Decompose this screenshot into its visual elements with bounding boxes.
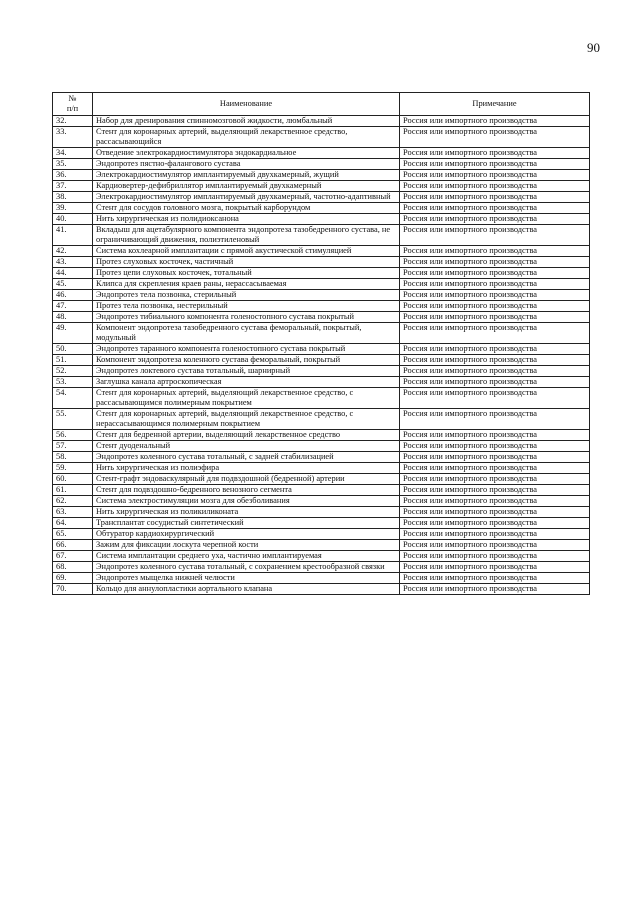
row-note: Россия или импортного производства: [400, 463, 590, 474]
row-name: Вкладыш для ацетабулярного компонента эндопротеза тазобедренного сустава, не ограничивающий движения, полиэтиленовый: [93, 225, 400, 246]
row-name: Компонент эндопротеза тазобедренного сустава феморальный, покрытый, модульный: [93, 323, 400, 344]
row-note: Россия или импортного производства: [400, 181, 590, 192]
row-note: Россия или импортного производства: [400, 540, 590, 551]
row-note: Россия или импортного производства: [400, 496, 590, 507]
row-number: 57.: [53, 441, 93, 452]
row-name: Электрокардиостимулятор имплантируемый двухкамерный, частотно-адаптивный: [93, 192, 400, 203]
row-note: Россия или импортного производства: [400, 584, 590, 595]
row-number: 44.: [53, 268, 93, 279]
row-note: Россия или импортного производства: [400, 203, 590, 214]
row-name: Стент для подвздошно-бедренного венозного сегмента: [93, 485, 400, 496]
row-note: Россия или импортного производства: [400, 148, 590, 159]
row-note: Россия или импортного производства: [400, 257, 590, 268]
row-note: Россия или импортного производства: [400, 452, 590, 463]
row-note: Россия или импортного производства: [400, 529, 590, 540]
table-row: [53, 584, 590, 595]
row-number: 66.: [53, 540, 93, 551]
table-row: [53, 529, 590, 540]
row-name: Стент-графт эндоваскулярный для подвздошной (бедренной) артерии: [93, 474, 400, 485]
table-row: [53, 518, 590, 529]
row-number: 43.: [53, 257, 93, 268]
row-note: Россия или импортного производства: [400, 366, 590, 377]
table-row: [53, 430, 590, 441]
row-number: 41.: [53, 225, 93, 246]
table-row: [53, 366, 590, 377]
row-number: 59.: [53, 463, 93, 474]
row-number: 50.: [53, 344, 93, 355]
row-note: Россия или импортного производства: [400, 312, 590, 323]
row-name: Трансплантат сосудистый синтетический: [93, 518, 400, 529]
row-note: Россия или импортного производства: [400, 573, 590, 584]
table-row: [53, 463, 590, 474]
row-note: Россия или импортного производства: [400, 225, 590, 246]
table-row: [53, 540, 590, 551]
row-note: Россия или импортного производства: [400, 290, 590, 301]
row-name: Протез цепи слуховых косточек, тотальный: [93, 268, 400, 279]
row-number: 35.: [53, 159, 93, 170]
row-note: Россия или импортного производства: [400, 409, 590, 430]
row-name: Клипса для скрепления краев раны, нерассасываемая: [93, 279, 400, 290]
row-note: Россия или импортного производства: [400, 116, 590, 127]
row-name: Стент для коронарных артерий, выделяющий лекарственное средство, с нерассасывающимся полимерным покрытием: [93, 409, 400, 430]
row-number: 34.: [53, 148, 93, 159]
table-row: [53, 127, 590, 148]
table-row: [53, 507, 590, 518]
row-name: Система кохлеарной имплантации с прямой акустической стимуляцией: [93, 246, 400, 257]
table-row: [53, 116, 590, 127]
row-name: Отведение электрокардиостимулятора эндокардиальное: [93, 148, 400, 159]
row-note: Россия или импортного производства: [400, 562, 590, 573]
row-number: 69.: [53, 573, 93, 584]
table-row: [53, 452, 590, 463]
row-number: 70.: [53, 584, 93, 595]
table-row: [53, 496, 590, 507]
table-row: [53, 148, 590, 159]
row-number: 64.: [53, 518, 93, 529]
row-name: Эндопротез тела позвонка, стерильный: [93, 290, 400, 301]
row-note: Россия или импортного производства: [400, 323, 590, 344]
row-note: Россия или импортного производства: [400, 441, 590, 452]
row-note: Россия или импортного производства: [400, 192, 590, 203]
row-number: 61.: [53, 485, 93, 496]
header-number: № п/п: [53, 93, 93, 116]
row-name: Эндопротез таранного компонента голеностопного сустава покрытый: [93, 344, 400, 355]
row-number: 48.: [53, 312, 93, 323]
table-row: [53, 279, 590, 290]
page-number: 90: [587, 40, 600, 55]
row-name: Нить хирургическая из поликиликоната: [93, 507, 400, 518]
items-table: [52, 92, 590, 595]
row-note: Россия или импортного производства: [400, 388, 590, 409]
row-name: Набор для дренирования спинномозговой жидкости, люмбальный: [93, 116, 400, 127]
row-number: 60.: [53, 474, 93, 485]
table-row: [53, 344, 590, 355]
table-row: [53, 409, 590, 430]
row-number: 51.: [53, 355, 93, 366]
row-name: Протез слуховых косточек, частичный: [93, 257, 400, 268]
row-number: 46.: [53, 290, 93, 301]
row-name: Протез тела позвонка, нестерильный: [93, 301, 400, 312]
row-name: Компонент эндопротеза коленного сустава феморальный, покрытый: [93, 355, 400, 366]
row-number: 65.: [53, 529, 93, 540]
row-name: Эндопротез пястно-фалангового сустава: [93, 159, 400, 170]
row-name: Система электростимуляции мозга для обезболивания: [93, 496, 400, 507]
row-name: Эндопротез локтевого сустава тотальный, шарнирный: [93, 366, 400, 377]
row-note: Россия или импортного производства: [400, 355, 590, 366]
table-row: [53, 246, 590, 257]
row-number: 42.: [53, 246, 93, 257]
row-note: Россия или импортного производства: [400, 301, 590, 312]
row-number: 62.: [53, 496, 93, 507]
row-number: 47.: [53, 301, 93, 312]
row-name: Стент для коронарных артерий, выделяющий лекарственное средство, рассасывающийся: [93, 127, 400, 148]
row-note: Россия или импортного производства: [400, 430, 590, 441]
row-name: Кардиовертер-дефибриллятор имплантируемый двухкамерный: [93, 181, 400, 192]
row-note: Россия или импортного производства: [400, 246, 590, 257]
row-note: Россия или импортного производства: [400, 127, 590, 148]
table-row: [53, 257, 590, 268]
row-number: 56.: [53, 430, 93, 441]
row-number: 52.: [53, 366, 93, 377]
table-row: [53, 214, 590, 225]
table-row: [53, 225, 590, 246]
table-row: [53, 388, 590, 409]
row-name: Эндопротез тибиального компонента голеностопного сустава покрытый: [93, 312, 400, 323]
row-number: 38.: [53, 192, 93, 203]
row-note: Россия или импортного производства: [400, 279, 590, 290]
row-name: Нить хирургическая из полидиоксанона: [93, 214, 400, 225]
row-number: 63.: [53, 507, 93, 518]
table-row: [53, 159, 590, 170]
table-row: [53, 170, 590, 181]
row-number: 39.: [53, 203, 93, 214]
row-number: 40.: [53, 214, 93, 225]
table-row: [53, 301, 590, 312]
row-number: 55.: [53, 409, 93, 430]
table-row: [53, 181, 590, 192]
row-number: 58.: [53, 452, 93, 463]
table-row: [53, 355, 590, 366]
table-row: [53, 485, 590, 496]
row-name: Стент дуоденальный: [93, 441, 400, 452]
row-name: Эндопротез коленного сустава тотальный, с задней стабилизацией: [93, 452, 400, 463]
row-note: Россия или импортного производства: [400, 518, 590, 529]
table-row: [53, 562, 590, 573]
table-row: [53, 268, 590, 279]
row-note: Россия или импортного производства: [400, 268, 590, 279]
row-number: 54.: [53, 388, 93, 409]
row-number: 45.: [53, 279, 93, 290]
table-row: [53, 551, 590, 562]
table-row: [53, 474, 590, 485]
table-row: [53, 377, 590, 388]
row-name: Эндопротез коленного сустава тотальный, с сохранением крестообразной связки: [93, 562, 400, 573]
row-name: Стент для сосудов головного мозга, покрытый карборундом: [93, 203, 400, 214]
row-number: 37.: [53, 181, 93, 192]
row-number: 53.: [53, 377, 93, 388]
row-number: 36.: [53, 170, 93, 181]
header-note: Примечание: [400, 93, 590, 116]
row-note: Россия или импортного производства: [400, 474, 590, 485]
table-header-row: [53, 93, 590, 116]
row-name: Нить хирургическая из полиэфира: [93, 463, 400, 474]
row-note: Россия или импортного производства: [400, 344, 590, 355]
row-name: Обтуратор кардиохирургический: [93, 529, 400, 540]
header-name: Наименование: [93, 93, 400, 116]
row-name: Кольцо для аннулопластики аортального клапана: [93, 584, 400, 595]
row-note: Россия или импортного производства: [400, 377, 590, 388]
table-row: [53, 192, 590, 203]
row-number: 33.: [53, 127, 93, 148]
row-note: Россия или импортного производства: [400, 214, 590, 225]
row-name: Электрокардиостимулятор имплантируемый двухкамерный, жущий: [93, 170, 400, 181]
row-number: 68.: [53, 562, 93, 573]
row-name: Заглушка канала артроскопическая: [93, 377, 400, 388]
table-row: [53, 290, 590, 301]
table-row: [53, 203, 590, 214]
table-row: [53, 323, 590, 344]
row-note: Россия или импортного производства: [400, 485, 590, 496]
row-number: 67.: [53, 551, 93, 562]
table-row: [53, 573, 590, 584]
row-note: Россия или импортного производства: [400, 507, 590, 518]
table-row: [53, 441, 590, 452]
row-note: Россия или импортного производства: [400, 159, 590, 170]
row-name: Зажим для фиксации лоскута черепной кости: [93, 540, 400, 551]
row-name: Стент для бедренной артерии, выделяющий лекарственное средство: [93, 430, 400, 441]
row-name: Эндопротез мыщелка нижней челюсти: [93, 573, 400, 584]
row-number: 49.: [53, 323, 93, 344]
row-name: Стент для коронарных артерий, выделяющий лекарственное средство, с рассасывающимся полимерным покрытием: [93, 388, 400, 409]
row-note: Россия или импортного производства: [400, 170, 590, 181]
row-note: Россия или импортного производства: [400, 551, 590, 562]
row-name: Система имплантации среднего уха, частично имплантируемая: [93, 551, 400, 562]
table-row: [53, 312, 590, 323]
row-number: 32.: [53, 116, 93, 127]
